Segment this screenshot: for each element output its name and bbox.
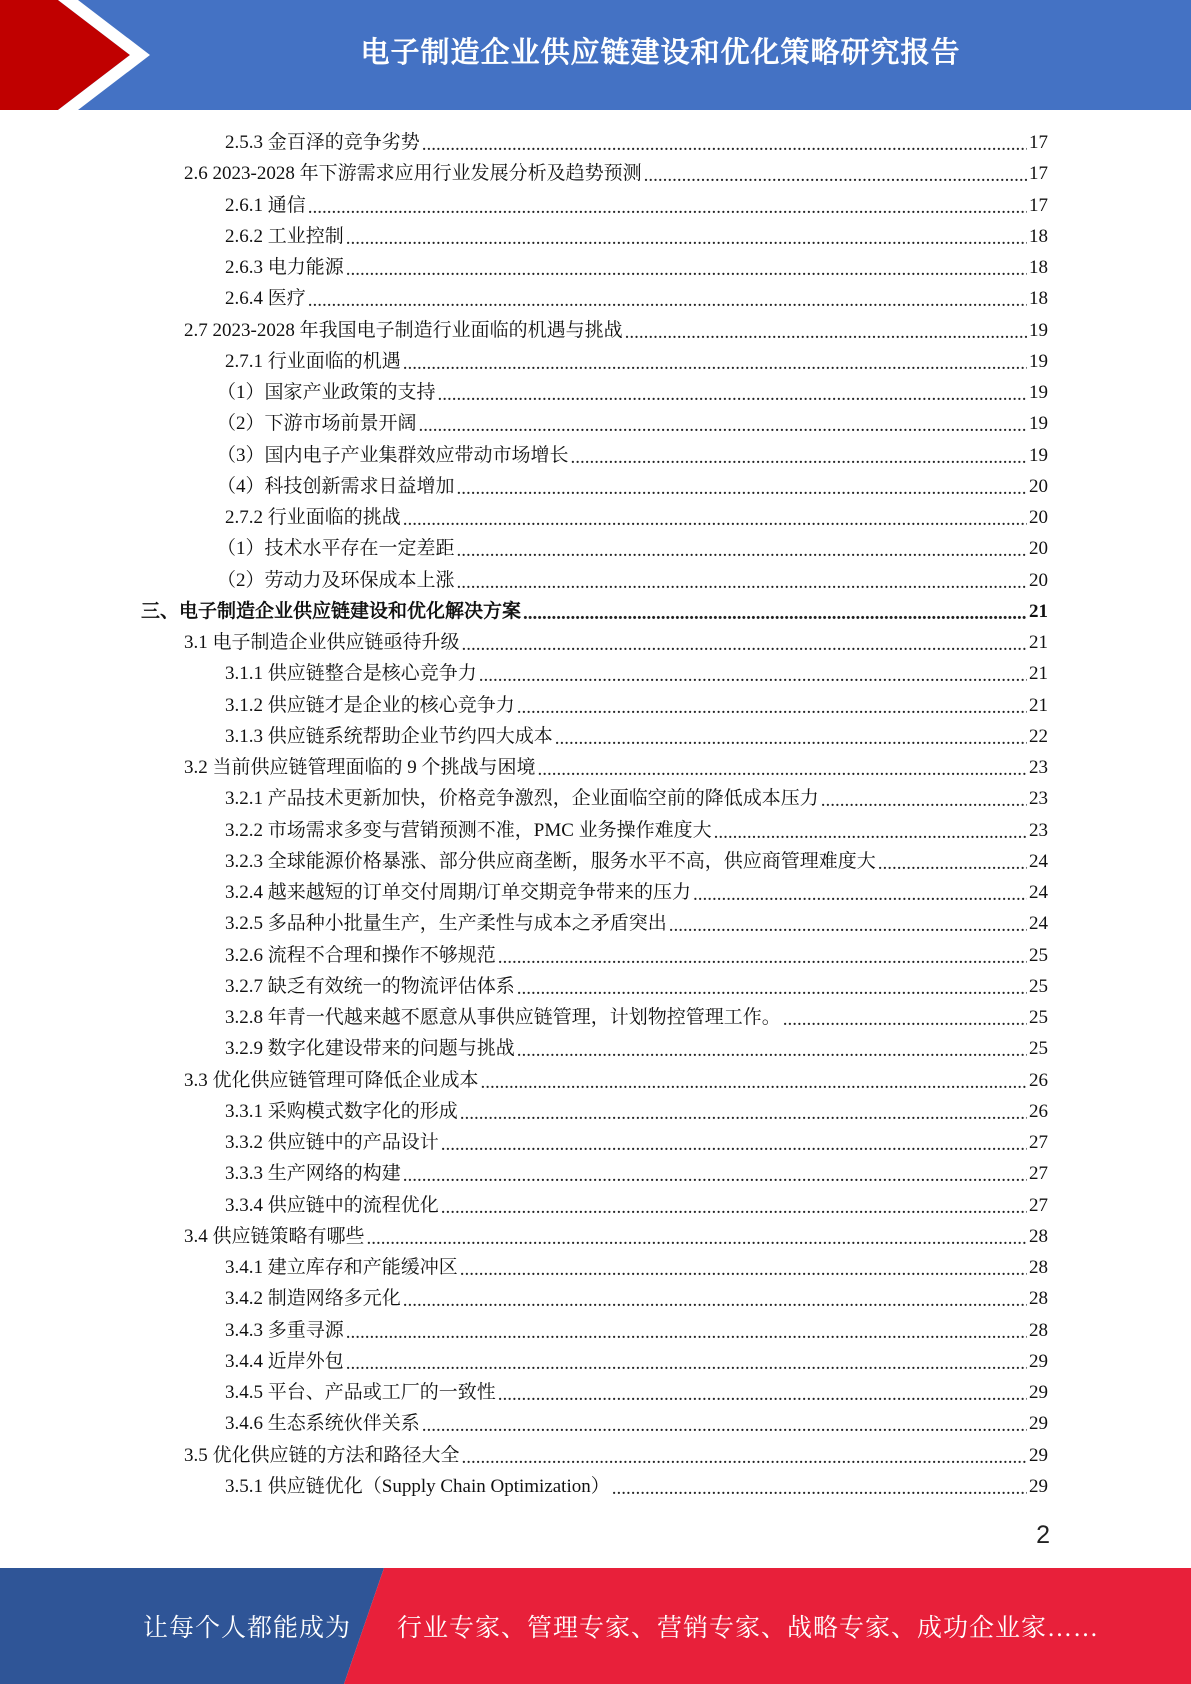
toc-entry-page: 20	[1029, 538, 1048, 560]
toc-dot-leader	[308, 198, 1027, 217]
toc-entry-title: 3.3.2 供应链中的产品设计	[225, 1132, 439, 1154]
toc-entry-title: 3.4.1 建立库存和产能缓冲区	[225, 1257, 458, 1279]
toc-entry-page: 22	[1029, 725, 1048, 747]
toc-entry[interactable]	[141, 283, 1048, 314]
toc-entry-page: 29	[1029, 1413, 1048, 1435]
toc-entry-title: 2.5.3 金百泽的竞争劣势	[225, 132, 420, 154]
toc-entry-page: 18	[1029, 257, 1048, 279]
toc-entry[interactable]	[141, 1190, 1048, 1221]
toc-entry[interactable]	[141, 1471, 1048, 1502]
toc-entry-page: 20	[1029, 569, 1048, 591]
toc-entry-page: 21	[1029, 632, 1048, 654]
toc-entry[interactable]	[141, 1065, 1048, 1096]
toc-dot-leader	[403, 354, 1027, 373]
toc-entry-page: 19	[1029, 350, 1048, 372]
toc-entry-title: 3.5 优化供应链的方法和路径大全	[184, 1444, 460, 1466]
toc-entry[interactable]	[141, 1221, 1048, 1252]
toc-entry-title: 3.1 电子制造企业供应链亟待升级	[184, 632, 460, 654]
toc-dot-leader	[457, 573, 1027, 592]
toc-dot-leader	[346, 260, 1027, 279]
toc-entry-page: 28	[1029, 1257, 1048, 1279]
toc-entry-title: 3.3.4 供应链中的流程优化	[225, 1194, 439, 1216]
toc-entry-page: 20	[1029, 507, 1048, 529]
toc-entry[interactable]	[141, 127, 1048, 158]
toc-entry[interactable]	[141, 1096, 1048, 1127]
toc-dot-leader	[403, 1166, 1027, 1185]
toc-entry[interactable]	[141, 1252, 1048, 1283]
toc-entry[interactable]	[141, 565, 1048, 596]
toc-entry[interactable]	[141, 1158, 1048, 1189]
toc-entry-title: （4）科技创新需求日益增加	[217, 475, 455, 497]
toc-dot-leader	[644, 166, 1027, 185]
toc-entry-title: 3.5.1 供应链优化（Supply Chain Optimization）	[225, 1475, 610, 1497]
toc-entry-title: 3.2.4 越来越短的订单交付周期/订单交期竞争带来的压力	[225, 882, 692, 904]
toc-entry-page: 23	[1029, 819, 1048, 841]
toc-entry-page: 29	[1029, 1382, 1048, 1404]
toc-entry-title: 2.7 2023-2028 年我国电子制造行业面临的机遇与挑战	[184, 319, 623, 341]
toc-entry[interactable]	[141, 346, 1048, 377]
toc-entry-title: （2）劳动力及环保成本上涨	[217, 569, 455, 591]
toc-entry-title: （1）国家产业政策的支持	[217, 382, 436, 404]
toc-entry-page: 19	[1029, 413, 1048, 435]
toc-entry-title: 3.1.2 供应链才是企业的核心竞争力	[225, 694, 515, 716]
toc-entry-page: 23	[1029, 788, 1048, 810]
toc-dot-leader	[308, 291, 1027, 310]
toc-entry-page: 28	[1029, 1288, 1048, 1310]
toc-entry[interactable]	[141, 533, 1048, 564]
toc-dot-leader	[419, 416, 1027, 435]
toc-dot-leader	[457, 541, 1027, 560]
toc-entry-page: 25	[1029, 975, 1048, 997]
toc-entry-title: 3.2.2 市场需求多变与营销预测不准，PMC 业务操作难度大	[225, 819, 712, 841]
toc-entry-title: 3.4.6 生态系统伙伴关系	[225, 1413, 420, 1435]
toc-entry-page: 19	[1029, 319, 1048, 341]
toc-entry[interactable]	[141, 752, 1048, 783]
toc-dot-leader	[517, 979, 1027, 998]
toc-entry-page: 28	[1029, 1225, 1048, 1247]
toc-entry-title: 3.2.9 数字化建设带来的问题与挑战	[225, 1038, 515, 1060]
toc-entry-title: 3.2.7 缺乏有效统一的物流评估体系	[225, 975, 515, 997]
toc-entry-title: 3.4.4 近岸外包	[225, 1350, 344, 1372]
toc-entry[interactable]	[141, 1315, 1048, 1346]
toc-entry-page: 24	[1029, 913, 1048, 935]
toc-entry-title: 3.2 当前供应链管理面临的 9 个挑战与困境	[184, 757, 536, 779]
toc-dot-leader	[714, 823, 1027, 842]
footer-slogan-left: 让每个人都能成为	[143, 1615, 352, 1642]
toc-entry-title: 2.6.4 医疗	[225, 288, 306, 310]
toc-entry[interactable]	[141, 221, 1048, 252]
toc-entry-page: 17	[1029, 194, 1048, 216]
toc-entry-page: 24	[1029, 850, 1048, 872]
toc-dot-leader	[367, 1229, 1027, 1248]
toc-dot-leader	[523, 604, 1027, 623]
footer-slogan-right: 行业专家、管理专家、营销专家、战略专家、成功企业家……	[397, 1615, 1100, 1642]
toc-entry[interactable]	[141, 1033, 1048, 1064]
toc-dot-leader	[438, 385, 1027, 404]
toc-entry-page: 26	[1029, 1069, 1048, 1091]
toc-entry[interactable]	[141, 940, 1048, 971]
toc-entry-page: 25	[1029, 1007, 1048, 1029]
toc-dot-leader	[422, 135, 1027, 154]
toc-entry[interactable]	[141, 471, 1048, 502]
toc-entry-page: 25	[1029, 944, 1048, 966]
toc-entry-title: 3.3 优化供应链管理可降低企业成本	[184, 1069, 479, 1091]
toc-entry[interactable]	[141, 440, 1048, 471]
toc-entry-title: 3.2.8 年青一代越来越不愿意从事供应链管理，计划物控管理工作。	[225, 1007, 781, 1029]
toc-entry-title: 3.4.2 制造网络多元化	[225, 1288, 401, 1310]
toc-entry[interactable]	[141, 1408, 1048, 1439]
toc-dot-leader	[346, 1354, 1027, 1373]
toc-dot-leader	[555, 729, 1027, 748]
toc-dot-leader	[481, 1073, 1027, 1092]
toc-entry[interactable]	[141, 190, 1048, 221]
toc-dot-leader	[422, 1416, 1027, 1435]
toc-entry-page: 19	[1029, 444, 1048, 466]
toc-dot-leader	[460, 1260, 1027, 1279]
toc-entry[interactable]	[141, 846, 1048, 877]
toc-entry[interactable]	[141, 596, 1048, 627]
toc-entry[interactable]	[141, 815, 1048, 846]
toc-entry[interactable]	[141, 908, 1048, 939]
toc-entry-title: 3.1.3 供应链系统帮助企业节约四大成本	[225, 725, 553, 747]
toc-entry-title: 2.6 2023-2028 年下游需求应用行业发展分析及趋势预测	[184, 163, 642, 185]
toc-entry-page: 23	[1029, 757, 1048, 779]
toc-entry-title: 3.2.5 多品种小批量生产，生产柔性与成本之矛盾突出	[225, 913, 667, 935]
toc-entry[interactable]	[141, 783, 1048, 814]
toc-entry-page: 27	[1029, 1194, 1048, 1216]
toc-dot-leader	[878, 854, 1027, 873]
toc-entry[interactable]	[141, 658, 1048, 689]
toc-entry[interactable]	[141, 877, 1048, 908]
toc-entry[interactable]	[141, 971, 1048, 1002]
toc-dot-leader	[403, 1291, 1027, 1310]
toc-entry-page: 17	[1029, 132, 1048, 154]
toc-entry-title: 3.2.1 产品技术更新加快，价格竞争激烈，企业面临空前的降低成本压力	[225, 788, 819, 810]
toc-dot-leader	[517, 698, 1027, 717]
toc-dot-leader	[462, 635, 1027, 654]
toc-entry[interactable]	[141, 1127, 1048, 1158]
toc-entry-page: 21	[1029, 663, 1048, 685]
toc-entry-page: 18	[1029, 288, 1048, 310]
toc-dot-leader	[571, 448, 1027, 467]
toc-entry-page: 29	[1029, 1444, 1048, 1466]
toc-dot-leader	[462, 1448, 1027, 1467]
toc-entry-title: 2.6.3 电力能源	[225, 257, 344, 279]
toc-entry-page: 27	[1029, 1163, 1048, 1185]
toc-entry-page: 19	[1029, 382, 1048, 404]
toc-dot-leader	[517, 1041, 1027, 1060]
toc-dot-leader	[479, 666, 1027, 685]
toc-dot-leader	[441, 1135, 1027, 1154]
toc-entry-page: 25	[1029, 1038, 1048, 1060]
toc-entry-title: 2.6.2 工业控制	[225, 225, 344, 247]
toc-entry-page: 29	[1029, 1350, 1048, 1372]
toc-entry-title: 3.1.1 供应链整合是核心竞争力	[225, 663, 477, 685]
toc-dot-leader	[693, 885, 1027, 904]
toc-entry-title: （3）国内电子产业集群效应带动市场增长	[217, 444, 569, 466]
toc-entry-page: 17	[1029, 163, 1048, 185]
toc-entry-title: 3.4.3 多重寻源	[225, 1319, 344, 1341]
toc-entry[interactable]	[141, 1346, 1048, 1377]
toc-dot-leader	[538, 760, 1027, 779]
toc-entry-title: 3.2.3 全球能源价格暴涨、部分供应商垄断，服务水平不高，供应商管理难度大	[225, 850, 876, 872]
toc-entry[interactable]	[141, 252, 1048, 283]
toc-dot-leader	[498, 948, 1027, 967]
toc-entry-title: 3.3.3 生产网络的构建	[225, 1163, 401, 1185]
toc-entry[interactable]	[141, 1002, 1048, 1033]
toc-dot-leader	[403, 510, 1027, 529]
toc-dot-leader	[346, 229, 1027, 248]
toc-entry[interactable]	[141, 721, 1048, 752]
toc-entry-page: 28	[1029, 1319, 1048, 1341]
toc-entry-title: 2.7.1 行业面临的机遇	[225, 350, 401, 372]
toc-dot-leader	[669, 916, 1027, 935]
toc-entry-page: 21	[1029, 694, 1048, 716]
toc-entry[interactable]	[141, 1377, 1048, 1408]
toc-dot-leader	[783, 1010, 1027, 1029]
toc-entry-title: 3.4 供应链策略有哪些	[184, 1225, 365, 1247]
table-of-contents	[141, 127, 1048, 1502]
toc-entry[interactable]	[141, 315, 1048, 346]
toc-dot-leader	[821, 791, 1027, 810]
toc-dot-leader	[441, 1198, 1027, 1217]
toc-entry-page: 27	[1029, 1132, 1048, 1154]
toc-entry-title: （2）下游市场前景开阔	[217, 413, 417, 435]
toc-entry[interactable]	[141, 158, 1048, 189]
toc-entry-page: 29	[1029, 1475, 1048, 1497]
page-number: 2	[1036, 1521, 1050, 1549]
toc-entry[interactable]	[141, 408, 1048, 439]
toc-entry-title: 3.4.5 平台、产品或工厂的一致性	[225, 1382, 496, 1404]
toc-entry-page: 24	[1029, 882, 1048, 904]
toc-entry[interactable]	[141, 502, 1048, 533]
toc-dot-leader	[625, 323, 1027, 342]
toc-entry[interactable]	[141, 627, 1048, 658]
toc-dot-leader	[498, 1385, 1027, 1404]
page-footer	[0, 1568, 1191, 1684]
toc-dot-leader	[457, 479, 1027, 498]
toc-entry-page: 21	[1029, 600, 1048, 622]
toc-entry[interactable]	[141, 1440, 1048, 1471]
toc-entry-title: 2.7.2 行业面临的挑战	[225, 507, 401, 529]
toc-entry-page: 20	[1029, 475, 1048, 497]
toc-entry-title: 3.2.6 流程不合理和操作不够规范	[225, 944, 496, 966]
toc-dot-leader	[460, 1104, 1027, 1123]
toc-dot-leader	[612, 1479, 1027, 1498]
page-header	[0, 0, 1191, 110]
toc-entry[interactable]	[141, 690, 1048, 721]
toc-entry-title: 3.3.1 采购模式数字化的形成	[225, 1100, 458, 1122]
toc-entry-page: 26	[1029, 1100, 1048, 1122]
toc-dot-leader	[346, 1323, 1027, 1342]
toc-entry-page: 18	[1029, 225, 1048, 247]
report-title: 电子制造企业供应链建设和优化策略研究报告	[360, 34, 961, 69]
toc-entry[interactable]	[141, 1283, 1048, 1314]
toc-entry-title: 2.6.1 通信	[225, 194, 306, 216]
toc-entry[interactable]	[141, 377, 1048, 408]
toc-entry-title: （1）技术水平存在一定差距	[217, 538, 455, 560]
toc-entry-title: 三、电子制造企业供应链建设和优化解决方案	[141, 600, 522, 622]
